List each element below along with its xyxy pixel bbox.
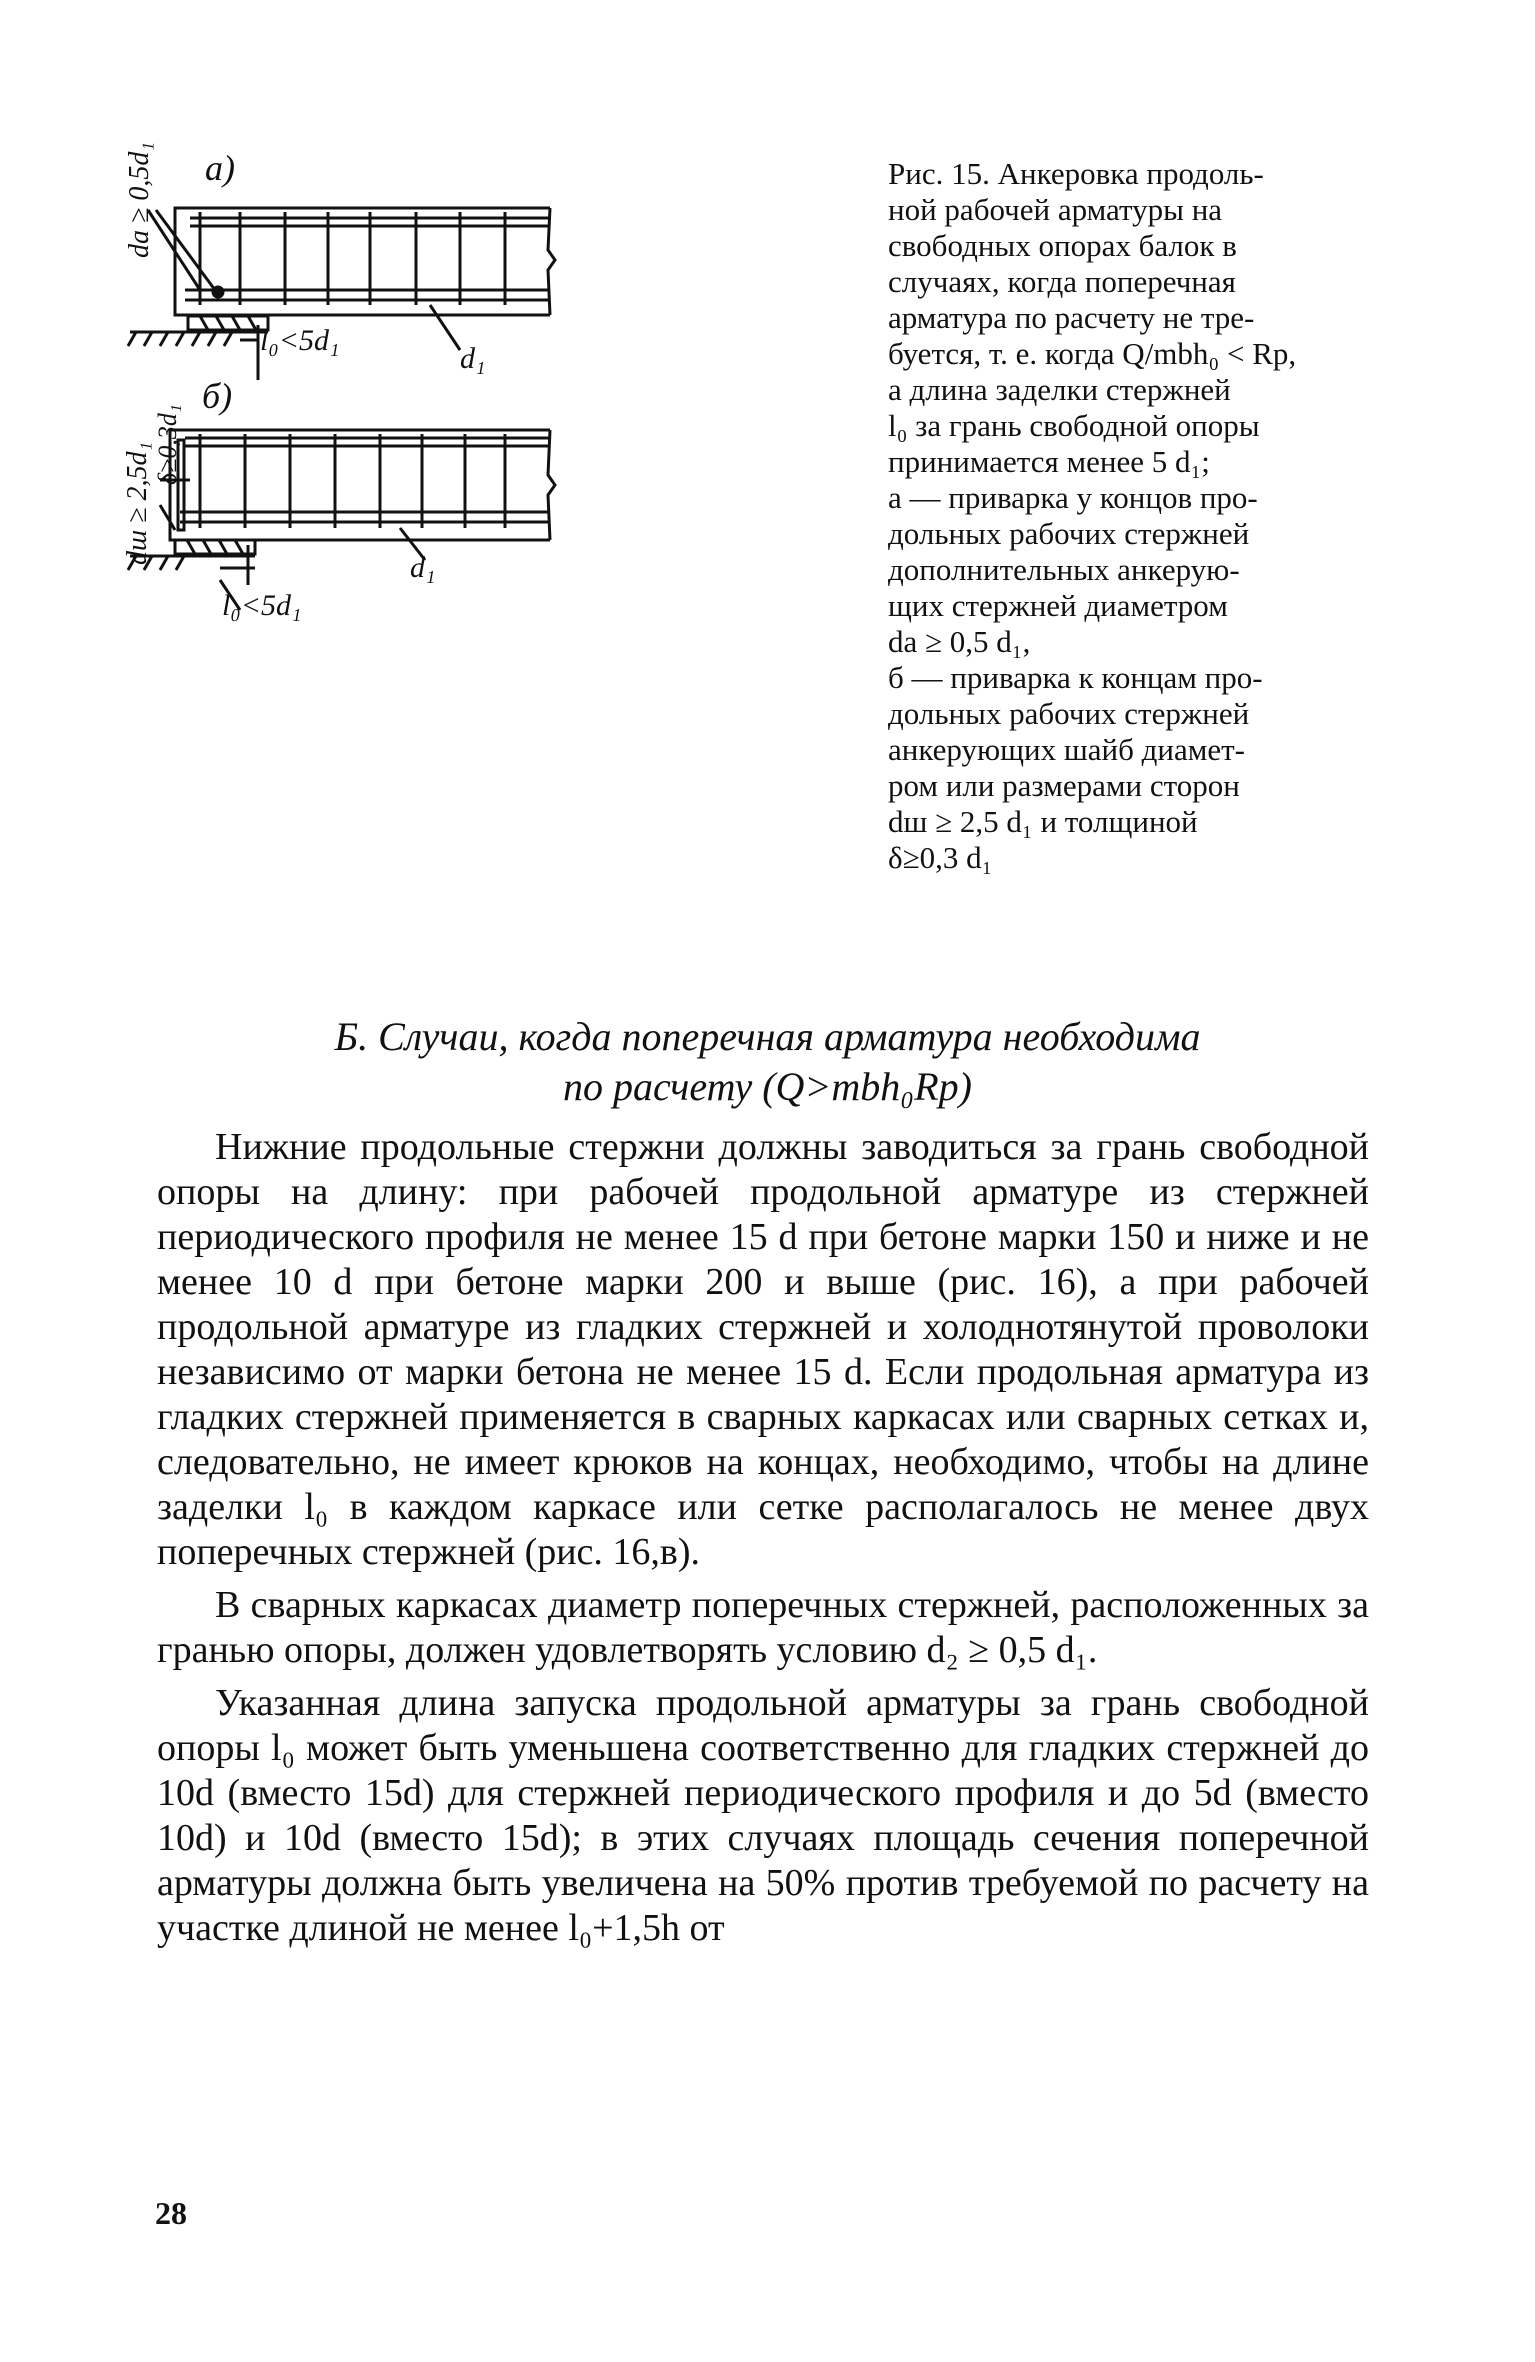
section-heading [0,1012,1535,1112]
caption-line: Рис. 15. Анкеровка продоль- [888,156,1264,191]
beam-b [128,430,555,610]
paragraph-2: В сварных каркасах диаметр поперечных стержней, расположенных за гранью опоры, должен удовлетворять условию d₂ ≥ 0,5 d₁. [157,1584,1369,1671]
figure-15 [122,140,860,960]
caption-line: дольных рабочих стержней [888,516,1250,551]
l0-label-b: l₀<5d₁ [222,589,302,622]
caption-line: анкерующих шайб диамет- [888,732,1245,767]
caption-line: принимается менее 5 d₁; [888,444,1210,479]
da-label: dа ≥ 0,5d₁ [124,141,155,258]
label-a: а) [205,148,235,188]
d1-label-a: d₁ [460,342,486,375]
paragraph-3: Указанная длина запуска продольной арматуры за грань свободной опоры l₀ может быть уменьшена соответственно для гладких стержней до 10d (вместо 15d) для стержней периодического профиля и до 5d (вместо 10d) и 10d (вместо 15d); в этих случаях площадь сечения поперечной арматуры должна быть увеличена на 50% против требуемой по расчету на участке длиной не менее l₀+1,5h от [157,1682,1369,1949]
beam-a [128,208,555,380]
caption-line: ной рабочей арматуры на [888,192,1223,227]
caption-line: дольных рабочих стержней [888,696,1250,731]
paragraph-1: Нижние продольные стержни должны заводиться за грань свободной опоры на длину: при рабочей продольной арматуре из стержней периодического профиля не менее 15 d при бетоне марки 150 и ниже и не менее 10 d при бетоне марки 200 и выше (рис. 16), а при рабочей продольной арматуре из гладких стержней и холоднотянутой проволоки независимо от марки бетона не менее 15 d. Если продольная арматура из гладких стержней применяется в сварных каркасах или сварных сетках и, следовательно, не имеет крюков на концах, необходимо, чтобы на длине заделки l₀ в каждом каркасе или сетке располагалось не менее двух поперечных стержней (рис. 16,в). [157,1126,1369,1573]
section-heading-line-2: по расчету (Q>mbh₀Rр) [563,1064,972,1109]
caption-line: dа ≥ 0,5 d₁, [888,624,1031,659]
label-b: б) [202,376,233,416]
caption-line: ром или размерами сторон [888,768,1240,803]
figure-caption [888,156,1388,876]
l0-label-a: l₀<5d₁ [260,324,340,357]
caption-line: буется, т. е. когда Q/mbh₀ < Rp, [888,336,1297,371]
anchor-bar-a [213,287,223,297]
dsh-label: dш ≥ 2,5d₁ [122,441,153,565]
caption-line: свободных опорах балок в [888,228,1237,263]
figure-15-drawing [122,140,860,960]
delta-label: δ≥0,3d₁ [153,404,182,485]
caption-line: а длина заделки стержней [888,372,1231,407]
caption-line: б — приварка к концам про- [888,660,1263,695]
body-text [157,1125,1369,1959]
d1-label-b: d₁ [410,551,436,584]
caption-line: щих стержней диаметром [888,588,1228,623]
caption-line: арматура по расчету не тре- [888,300,1255,335]
caption-line: dш ≥ 2,5 d₁ и толщиной [888,804,1198,839]
caption-line: а — приварка у концов про- [888,480,1258,515]
caption-line: l₀ за грань свободной опоры [888,408,1260,443]
caption-line: случаях, когда поперечная [888,264,1236,299]
section-heading-line-1: Б. Случаи, когда поперечная арматура необходима [334,1014,1201,1059]
caption-line: дополнительных анкерую- [888,552,1240,587]
page-number: 28 [155,2195,187,2231]
caption-line: δ≥0,3 d₁ [888,840,993,875]
